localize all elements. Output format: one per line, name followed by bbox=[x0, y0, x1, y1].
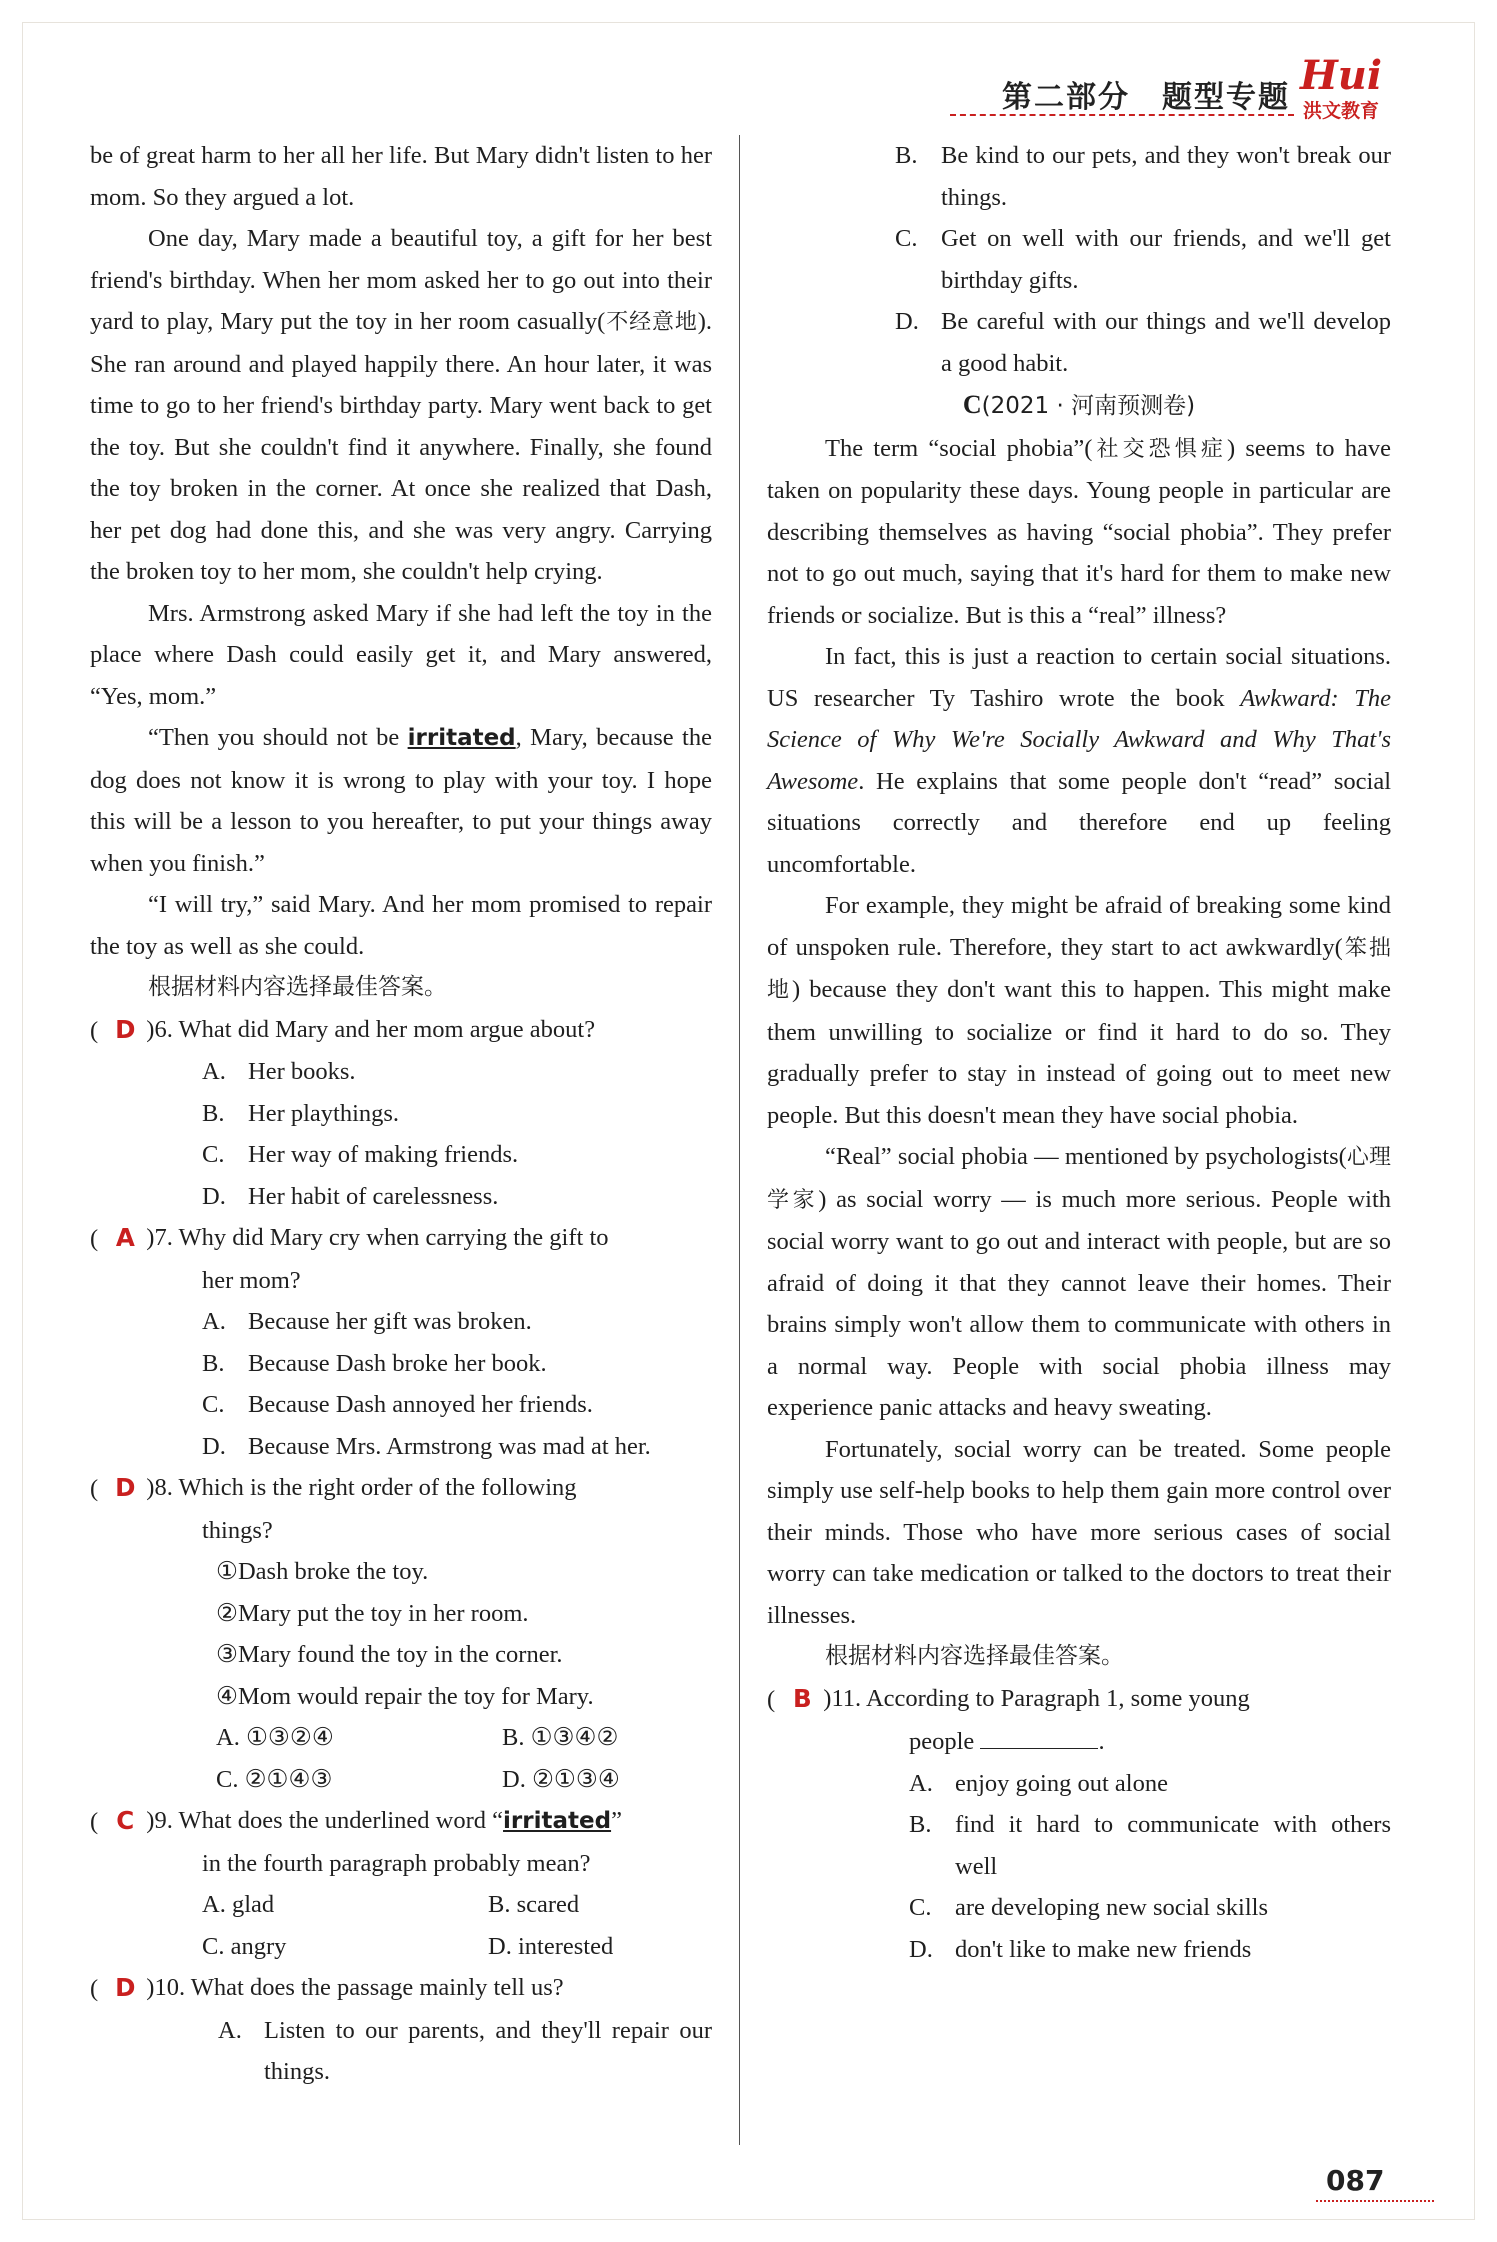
option: C. Get on well with our friends, and we'll get birthday gifts. bbox=[895, 225, 1391, 294]
option: A. glad bbox=[202, 1891, 275, 1918]
option: A. Because her gift was broken. bbox=[202, 1308, 532, 1335]
answer-mark: C bbox=[116, 1806, 135, 1835]
paragraph: Mrs. Armstrong asked Mary if she had left the toy in the place where Dash could easily get it, and Mary answered, “Yes, mom.” bbox=[90, 599, 712, 710]
option: B. Be kind to our pets, and they won't break our things. bbox=[895, 142, 1391, 211]
option: B. find it hard to communicate with others well bbox=[909, 1811, 1391, 1880]
book-title: Awkward: The Science of Why We're Socially Awkward and Why That's Awesome bbox=[767, 684, 1391, 795]
right-column bbox=[767, 135, 1391, 1970]
paragraph: Fortunately, social worry can be treated. Some people simply use self-help books to help them gain more control over their minds. Those who have more serious cases of social worry can take medication or talked to the doctors to treat their illnesses. bbox=[767, 1435, 1391, 1629]
question-text-cont: things? bbox=[202, 1516, 273, 1544]
option: D. Her habit of carelessness. bbox=[202, 1182, 499, 1210]
question-text: )7. Why did Mary cry when carrying the gift to bbox=[146, 1224, 609, 1251]
underlined-word: irritated bbox=[407, 725, 516, 751]
question-text: )8. Which is the right order of the following bbox=[146, 1474, 577, 1501]
question-8: ( D )8. Which is the right order of the following things? ①Dash broke the toy. ②Mary put the toy in her room. ③Mary found the toy in the corner. ④Mom would repair the toy for Mary. A. ①③②④ B. ①③④② C. ②①④③ D. ②①③④ bbox=[90, 1467, 712, 1800]
option-grid bbox=[90, 1717, 712, 1800]
paragraph: In fact, this is just a reaction to certain social situations. US researcher Ty Tashiro wrote the book Awkward: The Science of Why We're Socially Awkward and Why That's Awesome. He explains that some people don't “read” social situations correctly and therefore end up feeling uncomfortable. bbox=[767, 643, 1391, 878]
column-divider bbox=[739, 135, 740, 2145]
order-step: ③Mary found the toy in the corner. bbox=[216, 1641, 563, 1668]
option: B. Her playthings. bbox=[202, 1099, 400, 1127]
answer-mark: B bbox=[792, 1683, 812, 1713]
chinese-gloss: 心理学家 bbox=[767, 1145, 1391, 1213]
option: D. Because Mrs. Armstrong was mad at her. bbox=[202, 1432, 651, 1460]
answer-mark: A bbox=[115, 1223, 135, 1252]
question-9: ( C )9. What does the underlined word “irritated” in the fourth paragraph probably mean? A. glad B. scared C. angry D. interested bbox=[90, 1800, 712, 1967]
underlined-word: irritated bbox=[503, 1808, 612, 1834]
paragraph: “Real” social phobia — mentioned by psychologists(心理学家) as social worry — is much more serious. People with social worry want to go out and interact with people, but are so afraid of doing it that they cannot leave their homes. Their brains simply won't allow them to communicate with others in a normal way. People with social phobia illness may experience panic attacks and heavy sweating. bbox=[767, 1143, 1391, 1421]
option: D. Be careful with our things and we'll develop a good habit. bbox=[895, 308, 1391, 377]
paragraph: For example, they might be afraid of breaking some kind of unspoken rule. Therefore, they start to act awkwardly(笨拙地) because they don't want this to happen. This might make them unwilling to socialize or find it hard to do so. They gradually prefer to stay in instead of going out to meet new people. But this doesn't mean they have social phobia. bbox=[767, 892, 1391, 1129]
answer-blank bbox=[980, 1720, 1098, 1749]
option: C. angry bbox=[202, 1932, 287, 1960]
option: D. don't like to make new friends bbox=[909, 1935, 1252, 1963]
question-6: ( D )6. What did Mary and her mom argue about? A. Her books. B. Her playthings. C. Her way of making friends. D. Her habit of carelessness. bbox=[90, 1009, 712, 1218]
option: D. interested bbox=[488, 1932, 614, 1960]
logo-text: 洪文教育 bbox=[1302, 100, 1379, 122]
option: D. ②①③④ bbox=[502, 1765, 620, 1793]
option: C. ②①④③ bbox=[216, 1765, 333, 1793]
section-title: 第二部分 题型专题 bbox=[1002, 80, 1290, 115]
left-column bbox=[90, 135, 712, 2093]
question-11: ( B )11. According to Paragraph 1, some young people . A. enjoy going out alone B. find it hard to communicate with others well C. are developing new social skills D. don't like to make new friends bbox=[767, 1678, 1391, 1971]
paragraph: The term “social phobia”(社交恐惧症) seems to have taken on popularity these days. Young people in particular are describing themselves as having “social phobia”. They prefer not to go out much, saying that it's hard for them to make new friends or socialize. But is this a “real” illness? bbox=[767, 434, 1391, 629]
header-rule bbox=[950, 114, 1294, 116]
question-7: ( A )7. Why did Mary cry when carrying the gift to her mom? A. Because her gift was broken. B. Because Dash broke her book. C. Because Dash annoyed her friends. D. Because Mrs. Armstrong was mad at her. bbox=[90, 1217, 712, 1467]
publisher-logo bbox=[1292, 52, 1390, 126]
instruction: 根据材料内容选择最佳答案。 bbox=[825, 1643, 1124, 1669]
page-number: 087 bbox=[1326, 2164, 1385, 2197]
question-text: )9. What does the underlined word “irritated” bbox=[146, 1807, 622, 1834]
option-grid bbox=[90, 1884, 712, 1967]
option: B. ①③④② bbox=[502, 1724, 619, 1751]
order-step: ①Dash broke the toy. bbox=[216, 1558, 429, 1585]
paragraph: be of great harm to her all her life. But Mary didn't listen to her mom. So they argued a lot. bbox=[90, 142, 712, 211]
answer-mark: D bbox=[115, 1973, 136, 2002]
question-text: )6. What did Mary and her mom argue about? bbox=[146, 1015, 596, 1043]
question-text-cont: people . bbox=[767, 1720, 1391, 1763]
option: C. are developing new social skills bbox=[909, 1894, 1268, 1921]
chinese-gloss: 社交恐惧症 bbox=[1092, 436, 1227, 462]
page-header bbox=[920, 52, 1400, 126]
question-10: ( D )10. What does the passage mainly tell us? A. Listen to our parents, and they'll repair our things. bbox=[90, 1967, 712, 2093]
instruction: 根据材料内容选择最佳答案。 bbox=[148, 974, 447, 1000]
order-step: ②Mary put the toy in her room. bbox=[216, 1599, 529, 1627]
option: C. Her way of making friends. bbox=[202, 1141, 519, 1168]
question-text: )11. According to Paragraph 1, some young bbox=[823, 1684, 1250, 1712]
option: B. Because Dash broke her book. bbox=[202, 1349, 547, 1377]
chinese-gloss: 笨拙地 bbox=[767, 935, 1391, 1003]
logo-mark: Hui bbox=[1299, 52, 1383, 99]
option: A. enjoy going out alone bbox=[909, 1769, 1168, 1797]
option: A. ①③②④ bbox=[216, 1724, 334, 1751]
answer-mark: D bbox=[115, 1014, 136, 1044]
paragraph: “I will try,” said Mary. And her mom promised to repair the toy as well as she could. bbox=[90, 891, 712, 960]
option: B. scared bbox=[488, 1891, 580, 1918]
paragraph: One day, Mary made a beautiful toy, a gift for her best friend's birthday. When her mom asked her to go out into their yard to play, Mary put the toy in her room casually(不经意地). She ran around and played happily there. An hour later, it was time to go to her friend's birthday party. Mary went back to get the toy. But she couldn't find it anywhere. Finally, she found the toy broken in the corner. At once she realized that Dash, her pet dog had done this, and she was very angry. Carrying the broken toy to her mom, she couldn't help crying. bbox=[90, 225, 712, 585]
option: A. Listen to our parents, and they'll repair our things. bbox=[218, 2016, 712, 2085]
question-text-cont: in the fourth paragraph probably mean? bbox=[202, 1849, 591, 1877]
option: A. Her books. bbox=[202, 1058, 356, 1085]
order-step: ④Mom would repair the toy for Mary. bbox=[216, 1682, 594, 1710]
page-number-rule bbox=[1316, 2200, 1434, 2202]
paragraph: “Then you should not be irritated, Mary, because the dog does not know it is wrong to play with your toy. I hope this will be a lesson to you hereafter, to put your things away when you finish.” bbox=[90, 724, 712, 877]
passage-source: C(2021 · 河南预测卷) bbox=[962, 390, 1196, 419]
question-text: )10. What does the passage mainly tell us? bbox=[146, 1974, 564, 2001]
question-text-cont: her mom? bbox=[202, 1266, 301, 1294]
option: C. Because Dash annoyed her friends. bbox=[202, 1391, 593, 1418]
answer-mark: D bbox=[115, 1473, 136, 1502]
chinese-gloss: 不经意地 bbox=[605, 310, 698, 335]
